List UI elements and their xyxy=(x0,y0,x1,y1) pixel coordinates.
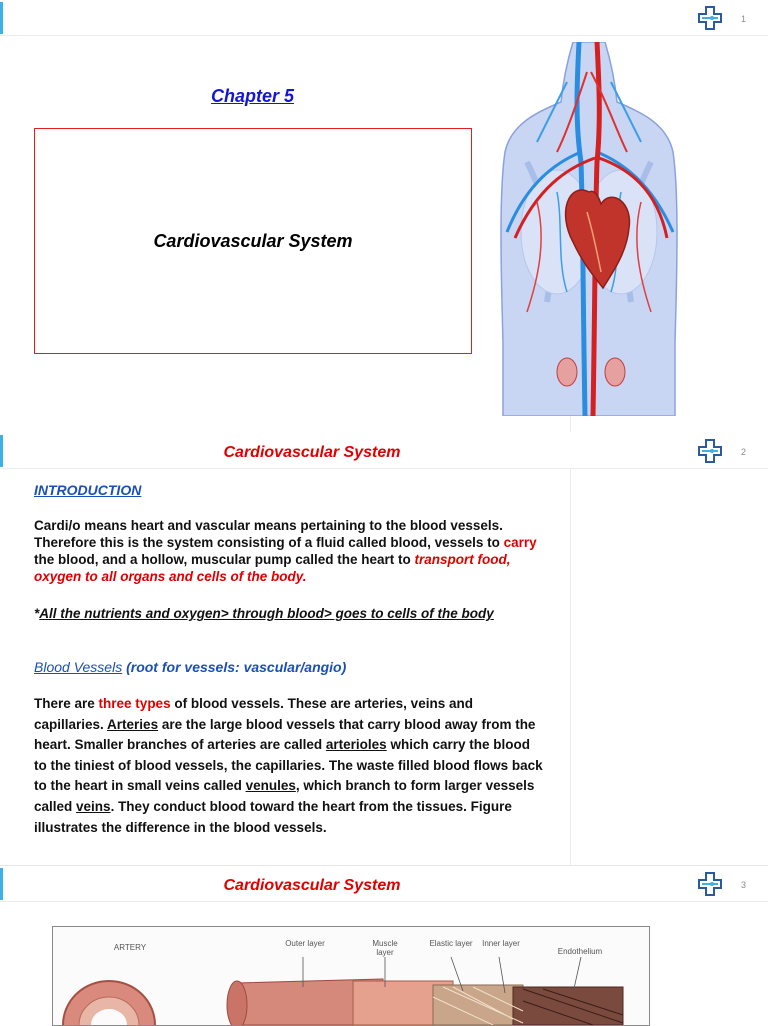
elastic-layer-label: Elastic layer xyxy=(429,939,473,948)
slide-title: Cardiovascular System xyxy=(223,444,401,461)
intro-paragraph: Cardi/o means heart and vascular means pertaining to the blood vessels. Therefore this is the system consisting of a fluid called blood, vessels to carry the blood, and a hollow, muscular pump called the heart to transport food, oxygen to all organs and cells of the body. xyxy=(34,518,537,584)
nutrients-note: *All the nutrients and oxygen> through blood> goes to cells of the body xyxy=(34,606,494,621)
slide-header-line xyxy=(0,901,768,902)
slide-header-line xyxy=(0,35,768,36)
slide-number: 3 xyxy=(740,880,746,890)
slide-title: Cardiovascular System xyxy=(223,877,401,894)
muscle-layer-label: Muscle layer xyxy=(372,939,398,957)
slide-number: 2 xyxy=(740,447,746,457)
title-box xyxy=(34,128,472,354)
slide-divider xyxy=(570,469,571,865)
artery-illustration xyxy=(53,927,649,1025)
slide-divider xyxy=(570,416,571,432)
blood-vessels-paragraph: There are three types of blood vessels. These are arteries, veins and capillaries. Arteries are the large blood vessels that carry blood away from the heart. Smaller branches of arteries are called arterioles which carry the blood to the tiniest of blood vessels, the capillaries. The waste filled blood flows back to the heart in small veins called venules, which branch to form larger vessels called veins. They conduct blood toward the heart from the tissues. Figure illustrates the difference in the blood vessels. xyxy=(34,696,543,835)
slide-header-line xyxy=(0,468,768,469)
slide-accent-bar xyxy=(0,2,3,34)
endothelium-label: Endothelium xyxy=(557,947,603,956)
slide-1 xyxy=(0,0,768,432)
medical-cross-logo-icon xyxy=(698,872,722,896)
slide-2 xyxy=(0,433,768,865)
blood-vessels-heading: Blood Vessels (root for vessels: vascular/angio) xyxy=(34,659,347,675)
slide-title: Cardiovascular System xyxy=(153,230,353,251)
circulatory-system-image xyxy=(497,42,681,416)
inner-layer-label: Inner layer xyxy=(482,939,520,948)
chapter-link[interactable]: Chapter 5 xyxy=(210,86,295,106)
blood-vessels-link[interactable]: Blood Vessels xyxy=(34,659,123,675)
intro-heading[interactable]: INTRODUCTION xyxy=(34,482,142,498)
medical-cross-logo-icon xyxy=(698,439,722,463)
medical-cross-logo-icon xyxy=(698,6,722,30)
slide-number: 1 xyxy=(740,14,746,24)
outer-layer-label: Outer layer xyxy=(285,939,325,948)
artery-label: ARTERY xyxy=(113,943,147,952)
artery-diagram xyxy=(52,926,650,1026)
